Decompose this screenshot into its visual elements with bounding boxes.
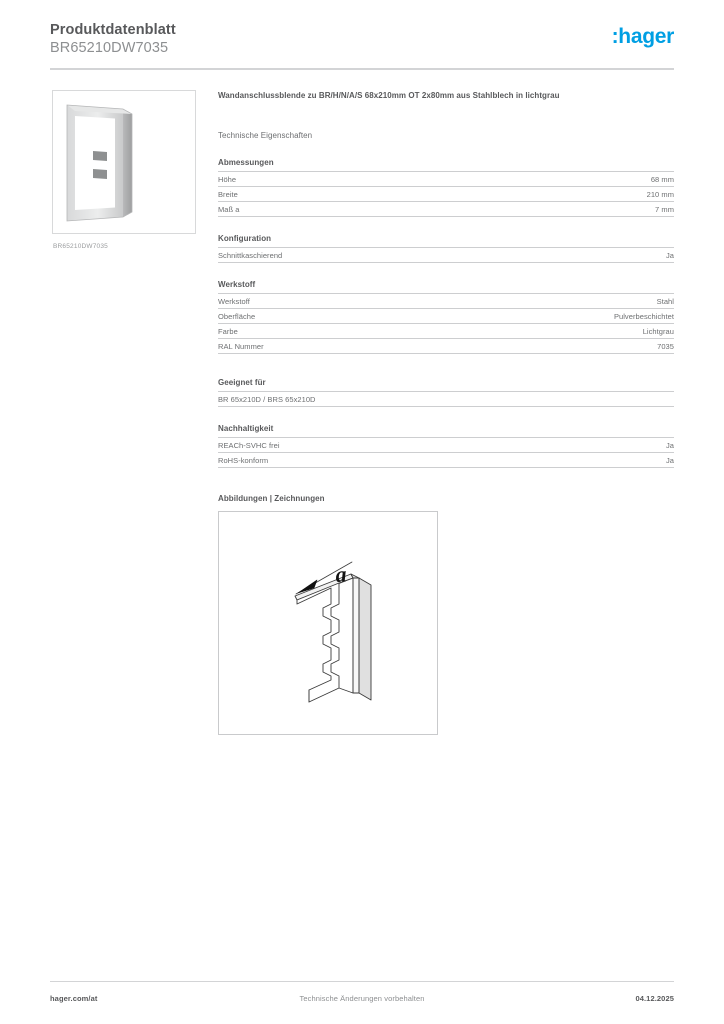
spec-key: RAL Nummer (218, 339, 415, 354)
page-title: Produktdatenblatt (50, 22, 176, 38)
group-title: Abmessungen (218, 158, 274, 167)
spacer (218, 354, 674, 378)
group-abmessungen (218, 158, 674, 217)
table-row (218, 438, 674, 453)
group-werkstoff (218, 280, 674, 354)
group-nachhaltigkeit (218, 424, 674, 468)
group-title: Geeignet für (218, 378, 266, 387)
spec-table (218, 437, 674, 468)
spec-table (218, 391, 674, 407)
spec-key: Oberfläche (218, 309, 415, 324)
spec-value: Ja (621, 438, 674, 453)
footer-divider (50, 981, 674, 982)
spec-value: 7035 (415, 339, 674, 354)
product-image-box (52, 90, 196, 234)
technical-drawing (219, 512, 437, 734)
table-row (218, 248, 674, 263)
group-title: Nachhaltigkeit (218, 424, 274, 433)
spec-key: Breite (218, 187, 419, 202)
spec-key: Werkstoff (218, 294, 415, 309)
table-row (218, 339, 674, 354)
spacer (218, 217, 674, 234)
spec-value: Ja (621, 453, 674, 468)
group-title: Konfiguration (218, 234, 272, 243)
drawing-box (218, 511, 438, 735)
header-divider (50, 68, 674, 70)
spec-key: Schnittkaschierend (218, 248, 623, 263)
product-photo-icon (53, 91, 195, 233)
drawings-heading: Abbildungen | Zeichnungen (218, 494, 325, 503)
table-row (218, 187, 674, 202)
spec-key: RoHS-konform (218, 453, 621, 468)
spec-value: 7 mm (419, 202, 674, 217)
footer-disclaimer: Technische Änderungen vorbehalten (299, 994, 425, 1003)
spec-key: Farbe (218, 324, 415, 339)
table-row (218, 294, 674, 309)
article-number: BR65210DW7035 (50, 40, 169, 56)
spec-value: 68 mm (419, 172, 674, 187)
group-konfiguration (218, 234, 674, 263)
title-block (50, 22, 176, 57)
product-description: Wandanschlussblende zu BR/H/N/A/S 68x210mm OT 2x80mm aus Stahlblech in lichtgrau (218, 91, 560, 100)
content-column (218, 90, 674, 735)
table-row (218, 453, 674, 468)
spec-table (218, 171, 674, 217)
dimension-label-a: a (334, 561, 348, 587)
spec-key: Höhe (218, 172, 419, 187)
spec-value: Pulverbeschichtet (415, 309, 674, 324)
spacer (218, 407, 674, 424)
page-footer (50, 994, 674, 1003)
group-title: Werkstoff (218, 280, 256, 289)
table-row (218, 309, 674, 324)
footer-date: 04.12.2025 (635, 994, 674, 1003)
table-row (218, 324, 674, 339)
product-image-caption: BR65210DW7035 (53, 243, 108, 250)
group-geeignet-fuer (218, 378, 674, 407)
spec-value: Ja (623, 248, 674, 263)
technical-properties-heading: Technische Eigenschaften (218, 131, 313, 140)
spec-value: Stahl (415, 294, 674, 309)
spec-key: Maß a (218, 202, 419, 217)
hager-logo: :hager (611, 25, 674, 48)
table-row (218, 172, 674, 187)
spacer (218, 263, 674, 280)
page-header (50, 22, 674, 68)
spec-key: REACh-SVHC frei (218, 438, 621, 453)
footer-website[interactable]: hager.com/at (50, 994, 98, 1003)
spec-key: BR 65x210D / BRS 65x210D (218, 392, 674, 407)
table-row (218, 202, 674, 217)
spec-table (218, 247, 674, 263)
spec-value: 210 mm (419, 187, 674, 202)
spec-value: Lichtgrau (415, 324, 674, 339)
table-row (218, 392, 674, 407)
spec-table (218, 293, 674, 354)
